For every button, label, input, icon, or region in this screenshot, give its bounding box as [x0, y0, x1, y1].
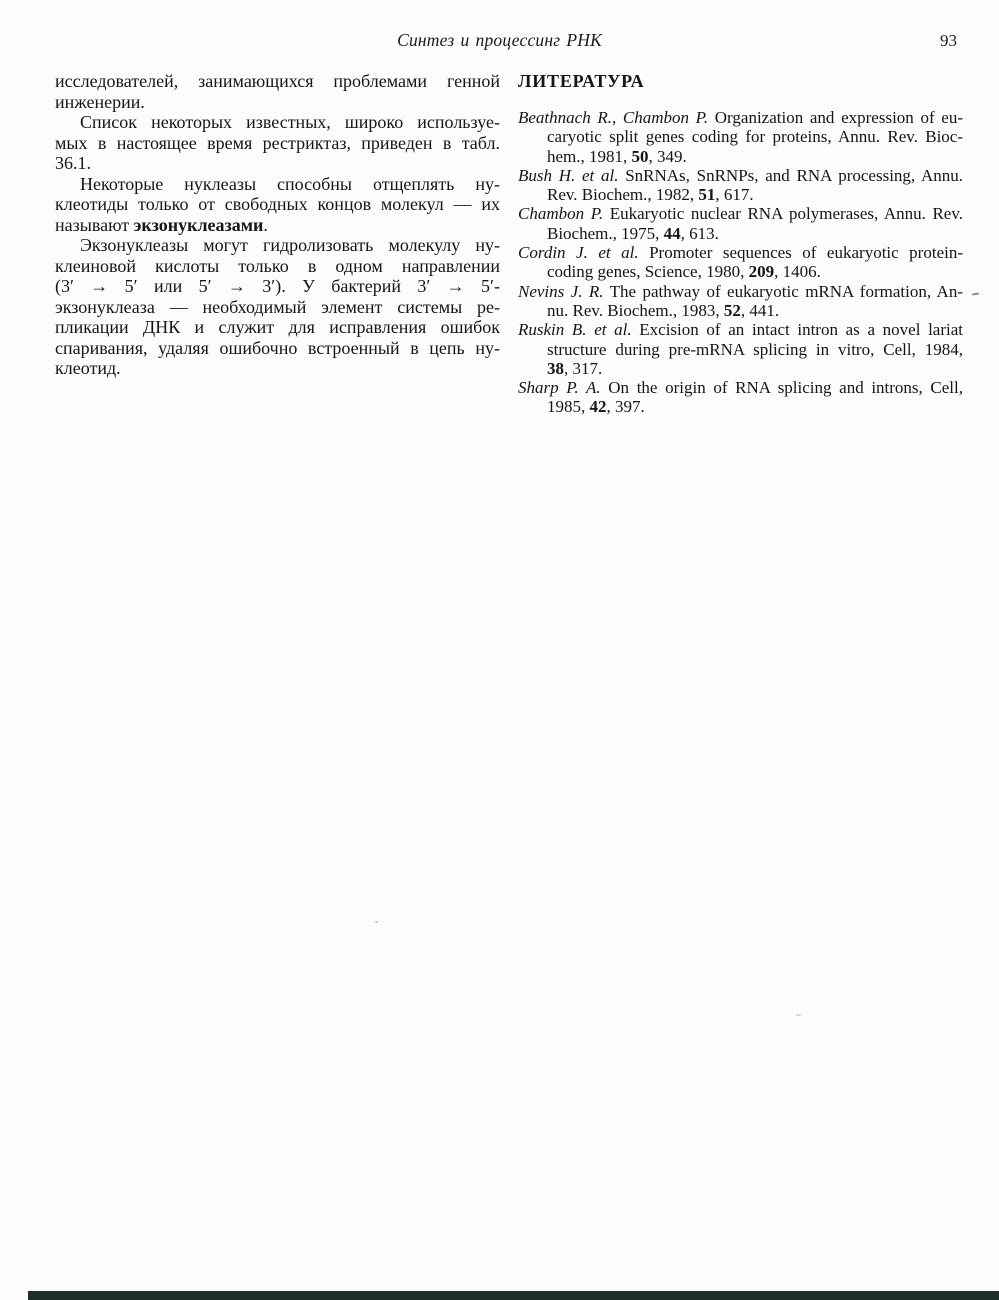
text-line: Список некоторых известных, широко используе- [80, 112, 500, 132]
text-line: Nevins J. R. The pathway of eukaryotic mRNA formation, An- [518, 281, 963, 301]
scan-speck [796, 1014, 801, 1016]
page-content [55, 71, 963, 417]
paragraph [55, 112, 500, 174]
text-line: спаривания, удаляя ошибочно встроенный в цепь ну- [55, 337, 500, 358]
text-line: называют экзонуклеазами. [55, 214, 268, 235]
text-line: исследователей, занимающихся проблемами генной [55, 71, 500, 91]
text-line: Biochem., 1975, 44, 613. [547, 223, 719, 243]
text-line: coding genes, Science, 1980, 209, 1406. [547, 262, 821, 282]
running-title: Синтез и процессинг РНК [397, 30, 602, 50]
text-line: клеотиды только от свободных концов молекул — их [55, 194, 500, 214]
text-line: nu. Rev. Biochem., 1983, 52, 441. [547, 300, 780, 320]
paragraph [55, 71, 500, 112]
reference-entry [518, 378, 963, 417]
reference-entry [518, 243, 963, 282]
text-line: Экзонуклеазы могут гидролизовать молекулу ну- [80, 235, 500, 255]
text-line: пликации ДНК и служит для исправления ошибок [55, 317, 500, 337]
page-number: 93 [940, 31, 957, 50]
text-line: 36.1. [55, 153, 91, 173]
right-column [518, 71, 963, 417]
text-line: structure during pre-mRNA splicing in vitro, Cell, 1984, [547, 339, 963, 359]
text-line: клеотид. [55, 358, 121, 378]
text-line: 38, 317. [547, 358, 603, 378]
text-line: Cordin J. et al. Promoter sequences of eukaryotic protein- [518, 243, 963, 263]
text-line: 1985, 42, 397. [547, 397, 645, 417]
scan-speck [972, 293, 979, 296]
paragraph [55, 174, 500, 236]
text-line: инженерии. [55, 91, 145, 112]
text-line: Ruskin B. et al. Excision of an intact intron as a novel lariat [518, 320, 963, 340]
text-line: hem., 1981, 50, 349. [547, 146, 687, 166]
scan-speck [375, 921, 378, 923]
text-line: caryotic split genes coding for proteins, Annu. Rev. Bioc- [547, 127, 963, 147]
text-line: мых в настоящее время рестриктаз, приведен в табл. [55, 132, 500, 153]
references-heading: ЛИТЕРАТУРА [518, 71, 645, 91]
text-line: Rev. Biochem., 1982, 51, 617. [547, 185, 754, 205]
reference-entry [518, 166, 963, 205]
references-list [518, 108, 963, 417]
left-column [55, 71, 500, 417]
reference-entry [518, 282, 963, 321]
text-line: Sharp P. A. On the origin of RNA splicing and introns, Cell, [518, 378, 964, 398]
reference-entry [518, 204, 963, 243]
scan-edge-bar [28, 1291, 999, 1300]
text-line: Chambon P. Eukaryotic nuclear RNA polymerases, Annu. Rev. [518, 204, 963, 224]
text-line: Bush H. et al. SnRNAs, SnRNPs, and RNA processing, Annu. [518, 165, 963, 185]
text-line: экзонуклеаза — необходимый элемент системы ре- [55, 296, 500, 317]
paragraph [55, 235, 500, 379]
reference-entry [518, 108, 963, 166]
reference-entry [518, 320, 963, 378]
text-line: (3′ → 5′ или 5′ → 3′). У бактерий 3′ → 5′- [55, 276, 500, 296]
text-line: Некоторые нуклеазы способны отщеплять ну- [80, 173, 500, 194]
text-line: клеиновой кислоты только в одном направлении [55, 255, 500, 276]
text-line: Beathnach R., Chambon P. Organization and expression of eu- [518, 108, 963, 127]
